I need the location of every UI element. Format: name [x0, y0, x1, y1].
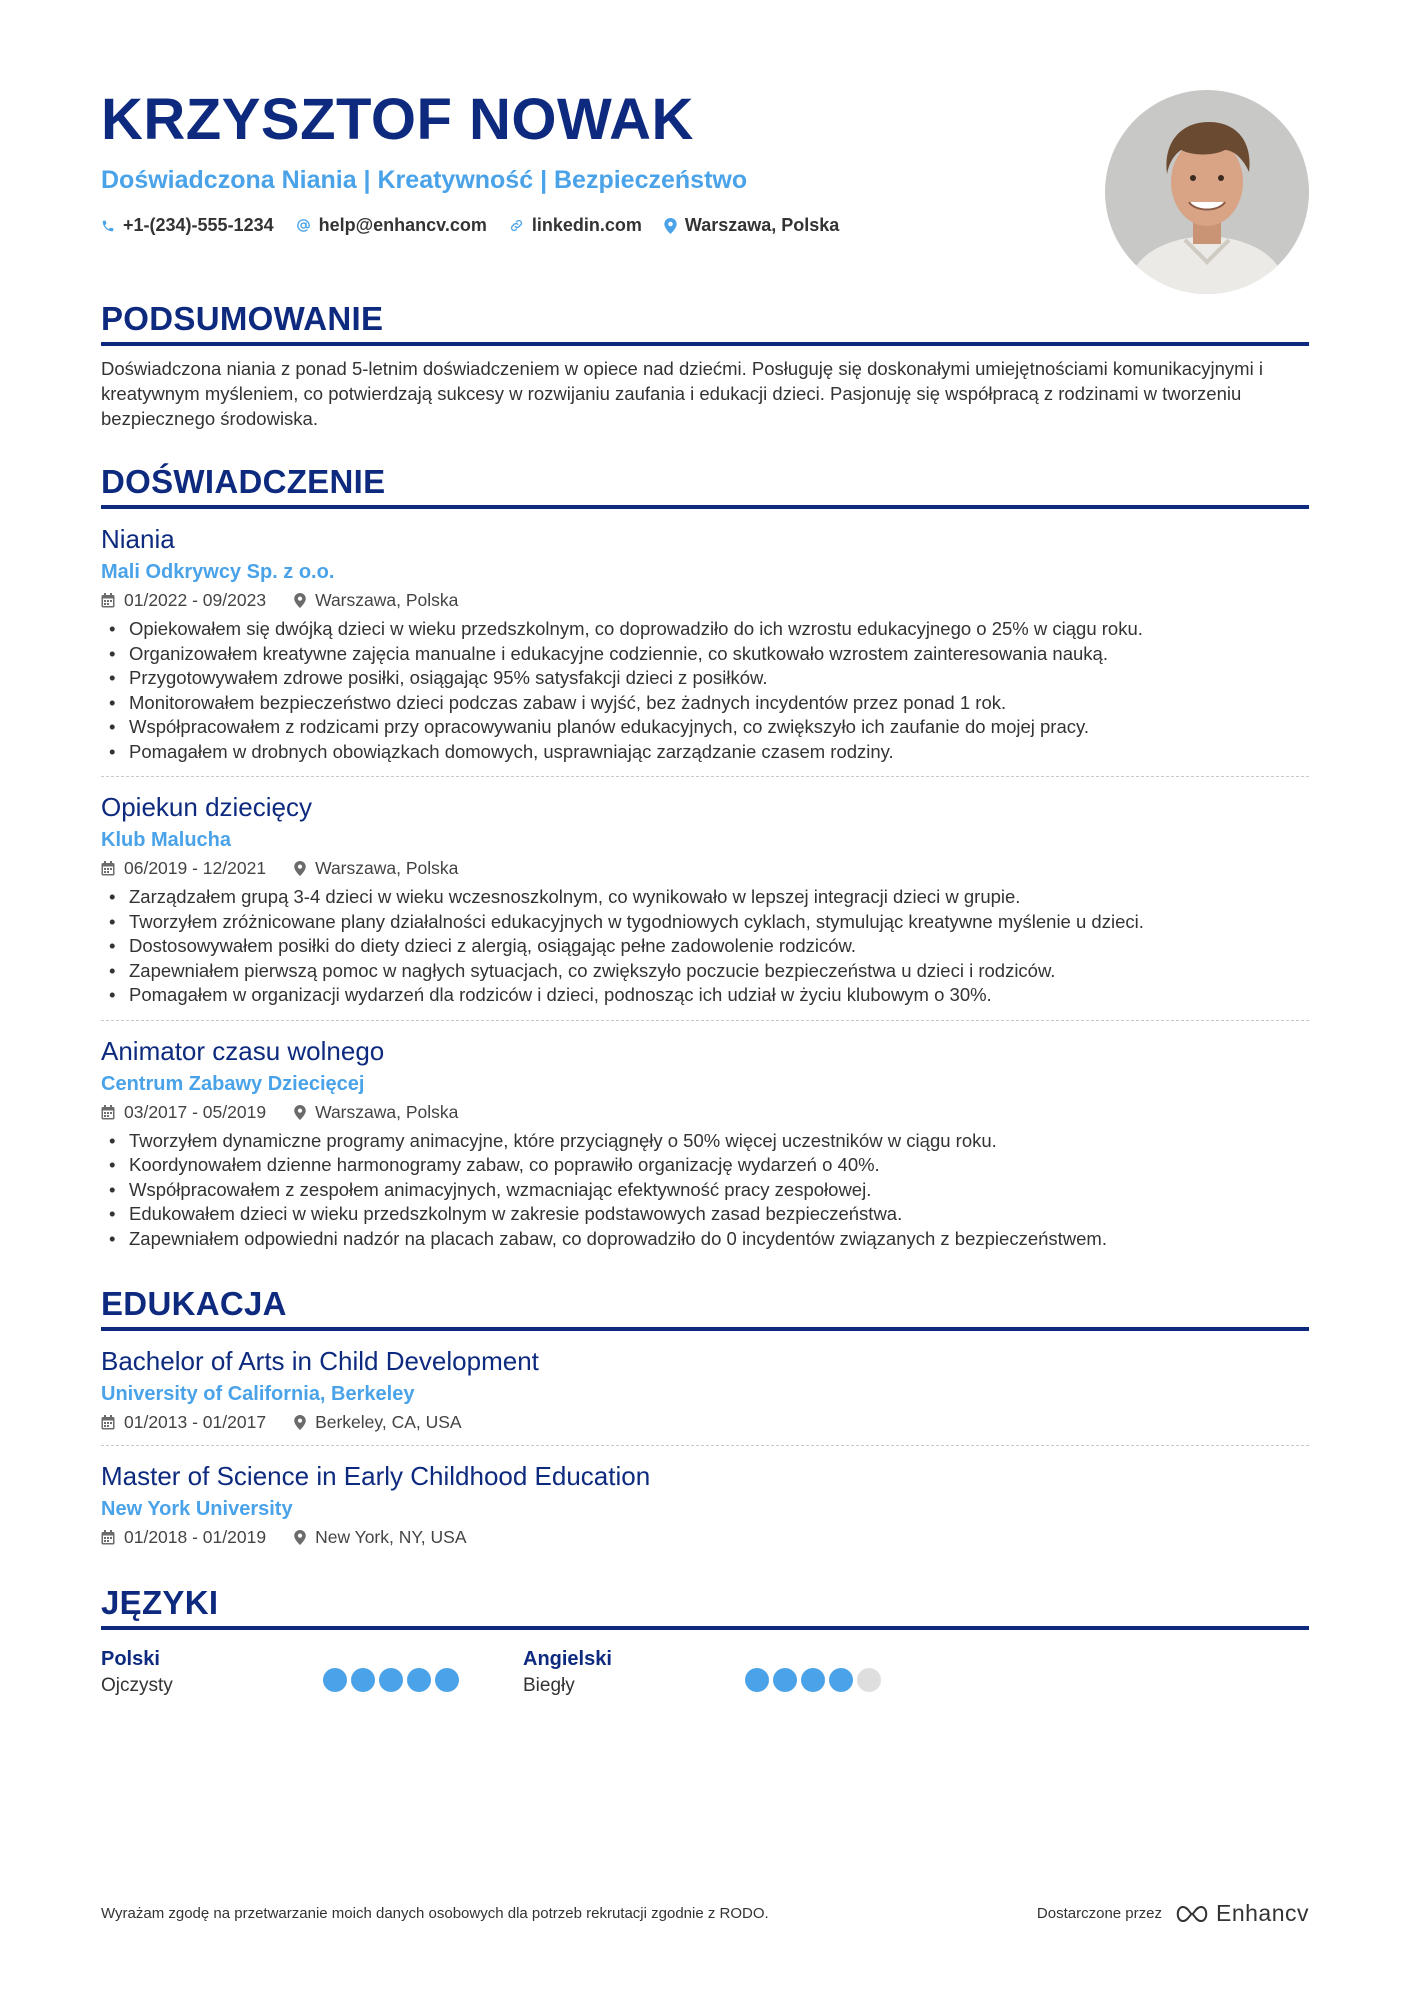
language-rating — [745, 1648, 885, 1697]
calendar-icon — [101, 861, 115, 876]
education-entry — [101, 1446, 1309, 1560]
education-location — [294, 1412, 462, 1433]
bullet: • Opiekowałem się dwójką dzieci w wieku przedszkolnym, co doprowadziło do ich wzrostu edukacyjnego o 25% w ciągu roku. — [101, 617, 1309, 642]
education-dates-text: 01/2018 - 01/2019 — [124, 1527, 267, 1547]
bullet: • Zapewniałem odpowiedni nadzór na placach zabaw, co doprowadziło do 0 incydentów związanych z bezpieczeństwem. — [101, 1227, 1309, 1252]
job-company: Klub Malucha — [101, 829, 232, 851]
rodo-consent: Wyrażam zgodę na przetwarzanie moich danych osobowych dla potrzeb rekrutacji zgodnie z RODO. — [101, 1905, 769, 1922]
bullet: • Współpracowałem z rodzicami przy opracowywaniu planów edukacyjnych, co zwiększyło ich zaufanie do mojej pracy. — [101, 715, 1309, 740]
location-text: Warszawa, Polska — [684, 215, 840, 235]
job-dates-text: 01/2022 - 09/2023 — [124, 590, 267, 610]
bullet: • Organizowałem kreatywne zajęcia manualne i edukacyjne codziennie, co skutkowało wzrostem zainteresowania nauką. — [101, 642, 1309, 667]
job-company: Centrum Zabawy Dziecięcej — [101, 1072, 365, 1095]
job-location — [294, 590, 458, 611]
bullet: • Pomagałem w organizacji wydarzeń dla rodziców i dzieci, podnosząc ich udział w życiu klubowym o 30%. — [101, 983, 1309, 1008]
rating-dot-filled — [323, 1668, 347, 1692]
education-dates-text: 01/2013 - 01/2017 — [124, 1412, 267, 1432]
bullet: • Zarządzałem grupą 3-4 dzieci w wieku wczesnoszkolnym, co wynikowało w lepszej integracji dzieci w grupie. — [101, 885, 1309, 910]
education-meta — [101, 1527, 1309, 1548]
job-location — [294, 858, 458, 879]
rating-dot-filled — [745, 1668, 769, 1692]
education-location-text: New York, NY, USA — [315, 1527, 467, 1547]
candidate-name: KRZYSZTOF NOWAK — [101, 87, 694, 152]
job-meta — [101, 590, 1309, 611]
section-title-languages: JĘZYKI — [101, 1584, 1309, 1630]
education-entry — [101, 1331, 1309, 1446]
linkedin-text: linkedin.com — [531, 215, 642, 235]
degree-title: Bachelor of Arts in Child Development — [101, 1346, 539, 1376]
rating-dot-filled — [773, 1668, 797, 1692]
experience-entry — [101, 777, 1309, 1021]
education-location — [294, 1527, 466, 1548]
education-location-text: Berkeley, CA, USA — [315, 1412, 462, 1432]
calendar-icon — [101, 1530, 115, 1545]
job-meta — [101, 1102, 1309, 1123]
job-role: Niania — [101, 524, 175, 554]
job-bullets — [101, 885, 1309, 1008]
brand-name: Enhancv — [1215, 1900, 1309, 1926]
email-text: help@enhancv.com — [318, 215, 487, 235]
bullet: • Dostosowywałem posiłki do diety dzieci z alergią, osiągając pełne zadowolenie rodziców. — [101, 934, 1309, 959]
language-text — [523, 1648, 745, 1697]
bullet: • Pomagałem w drobnych obowiązkach domowych, usprawniając zarządzanie czasem rodziny. — [101, 740, 1309, 765]
language-item — [101, 1648, 523, 1697]
job-dates-text: 06/2019 - 12/2021 — [124, 858, 267, 878]
language-item — [523, 1648, 945, 1697]
map-pin-icon — [294, 1105, 306, 1120]
calendar-icon — [101, 1415, 115, 1430]
job-location — [294, 1102, 458, 1123]
footer — [101, 1900, 1309, 1927]
map-pin-icon — [294, 1415, 306, 1430]
language-level: Ojczysty — [101, 1675, 173, 1696]
powered-by-label: Dostarczone przez — [1036, 1905, 1162, 1922]
job-location-text: Warszawa, Polska — [315, 590, 459, 610]
map-pin-icon — [294, 593, 306, 608]
bullet: • Tworzyłem dynamiczne programy animacyjne, które przyciągnęły o 50% więcej uczestników w ciągu roku. — [101, 1129, 1309, 1154]
job-company: Mali Odkrywcy Sp. z o.o. — [101, 561, 335, 583]
contact-location — [664, 215, 839, 236]
job-location-text: Warszawa, Polska — [315, 1101, 459, 1122]
education-section — [101, 1285, 1309, 1560]
section-title-education: EDUKACJA — [101, 1285, 1309, 1331]
school-name: University of California, Berkeley — [101, 1383, 415, 1405]
tagline: Doświadczona Niania | Kreatywność | Bezpieczeństwo — [101, 166, 748, 194]
languages-section — [101, 1584, 1309, 1697]
header — [101, 0, 1309, 300]
job-location-text: Warszawa, Polska — [315, 858, 459, 878]
bullet: • Koordynowałem dzienne harmonogramy zabaw, co poprawiło organizację wydarzeń o 40%. — [101, 1153, 1309, 1178]
language-text — [101, 1648, 323, 1697]
language-level: Biegły — [523, 1675, 575, 1696]
rating-dot-filled — [407, 1668, 431, 1692]
profile-photo — [1105, 90, 1309, 294]
education-dates — [101, 1412, 266, 1433]
language-name: Angielski — [523, 1648, 612, 1670]
experience-section — [101, 463, 1309, 1263]
degree-title: Master of Science in Early Childhood Education — [101, 1461, 651, 1491]
phone-icon — [101, 219, 115, 233]
summary-section — [101, 300, 1309, 431]
job-dates — [101, 590, 266, 611]
school-name: New York University — [101, 1498, 293, 1520]
job-bullets — [101, 1129, 1309, 1252]
link-icon — [509, 218, 524, 233]
map-pin-icon — [294, 1530, 306, 1545]
calendar-icon — [101, 593, 115, 608]
rating-dot-filled — [801, 1668, 825, 1692]
education-meta — [101, 1412, 1309, 1433]
brand[interactable] — [1037, 1900, 1309, 1927]
section-title-summary: PODSUMOWANIE — [101, 300, 1309, 346]
rating-dot-filled — [379, 1668, 403, 1692]
bullet: • Tworzyłem zróżnicowane plany działalności edukacyjnych w tygodniowych cyklach, stymulując kreatywne myślenie u dzieci. — [101, 910, 1309, 935]
phone-text: +1-(234)-555-1234 — [123, 215, 274, 235]
map-pin-icon — [294, 861, 306, 876]
calendar-icon — [101, 1105, 115, 1120]
contact-email[interactable] — [296, 215, 487, 236]
job-dates — [101, 858, 266, 879]
contact-linkedin[interactable] — [509, 215, 642, 236]
job-dates-text: 03/2017 - 05/2019 — [124, 1101, 267, 1122]
job-role: Opiekun dziecięcy — [101, 792, 312, 822]
enhancv-logo-icon — [1174, 1904, 1210, 1924]
bullet: • Zapewniałem pierwszą pomoc w nagłych sytuacjach, co zwiększyło poczucie bezpieczeństwa u dzieci i rodziców. — [101, 959, 1309, 984]
bullet: • Przygotowywałem zdrowe posiłki, osiągając 95% satysfakcji dzieci z posiłków. — [101, 666, 1309, 691]
at-icon — [296, 218, 311, 233]
experience-entry — [101, 1021, 1309, 1264]
language-name: Polski — [101, 1648, 160, 1670]
rating-dot-filled — [829, 1668, 853, 1692]
job-meta — [101, 858, 1309, 879]
job-bullets — [101, 617, 1309, 764]
bullet: • Współpracowałem z zespołem animacyjnych, wzmacniając efektywność pracy zespołowej. — [101, 1178, 1309, 1203]
map-pin-icon — [664, 218, 677, 234]
languages-list — [101, 1648, 1309, 1697]
bullet: • Edukowałem dzieci w wieku przedszkolnym w zakresie podstawowych zasad bezpieczeństwa. — [101, 1202, 1309, 1227]
job-role: Animator czasu wolnego — [101, 1035, 385, 1066]
language-rating — [323, 1648, 463, 1697]
contact-phone[interactable] — [101, 215, 274, 236]
rating-dot-filled — [351, 1668, 375, 1692]
summary-text: Doświadczona niania z ponad 5-letnim doświadczeniem w opiece nad dziećmi. Posługuję się doskonałymi umiejętnościami komunikacyjnymi i kreatywnym myśleniem, co potwierdzają sukcesy w rozwijaniu zaufania i edukacji dzieci. Pasjonuję się współpracą z rodzinami w tworzeniu bezpiecznego środowiska. — [101, 358, 1263, 429]
rating-dot-filled — [435, 1668, 459, 1692]
job-dates — [101, 1102, 266, 1123]
section-title-experience: DOŚWIADCZENIE — [101, 463, 1309, 509]
education-dates — [101, 1527, 266, 1548]
bullet: • Monitorowałem bezpieczeństwo dzieci podczas zabaw i wyjść, bez żadnych incydentów przez ponad 1 rok. — [101, 691, 1309, 716]
experience-entry — [101, 509, 1309, 777]
rating-dot-empty — [857, 1668, 881, 1692]
